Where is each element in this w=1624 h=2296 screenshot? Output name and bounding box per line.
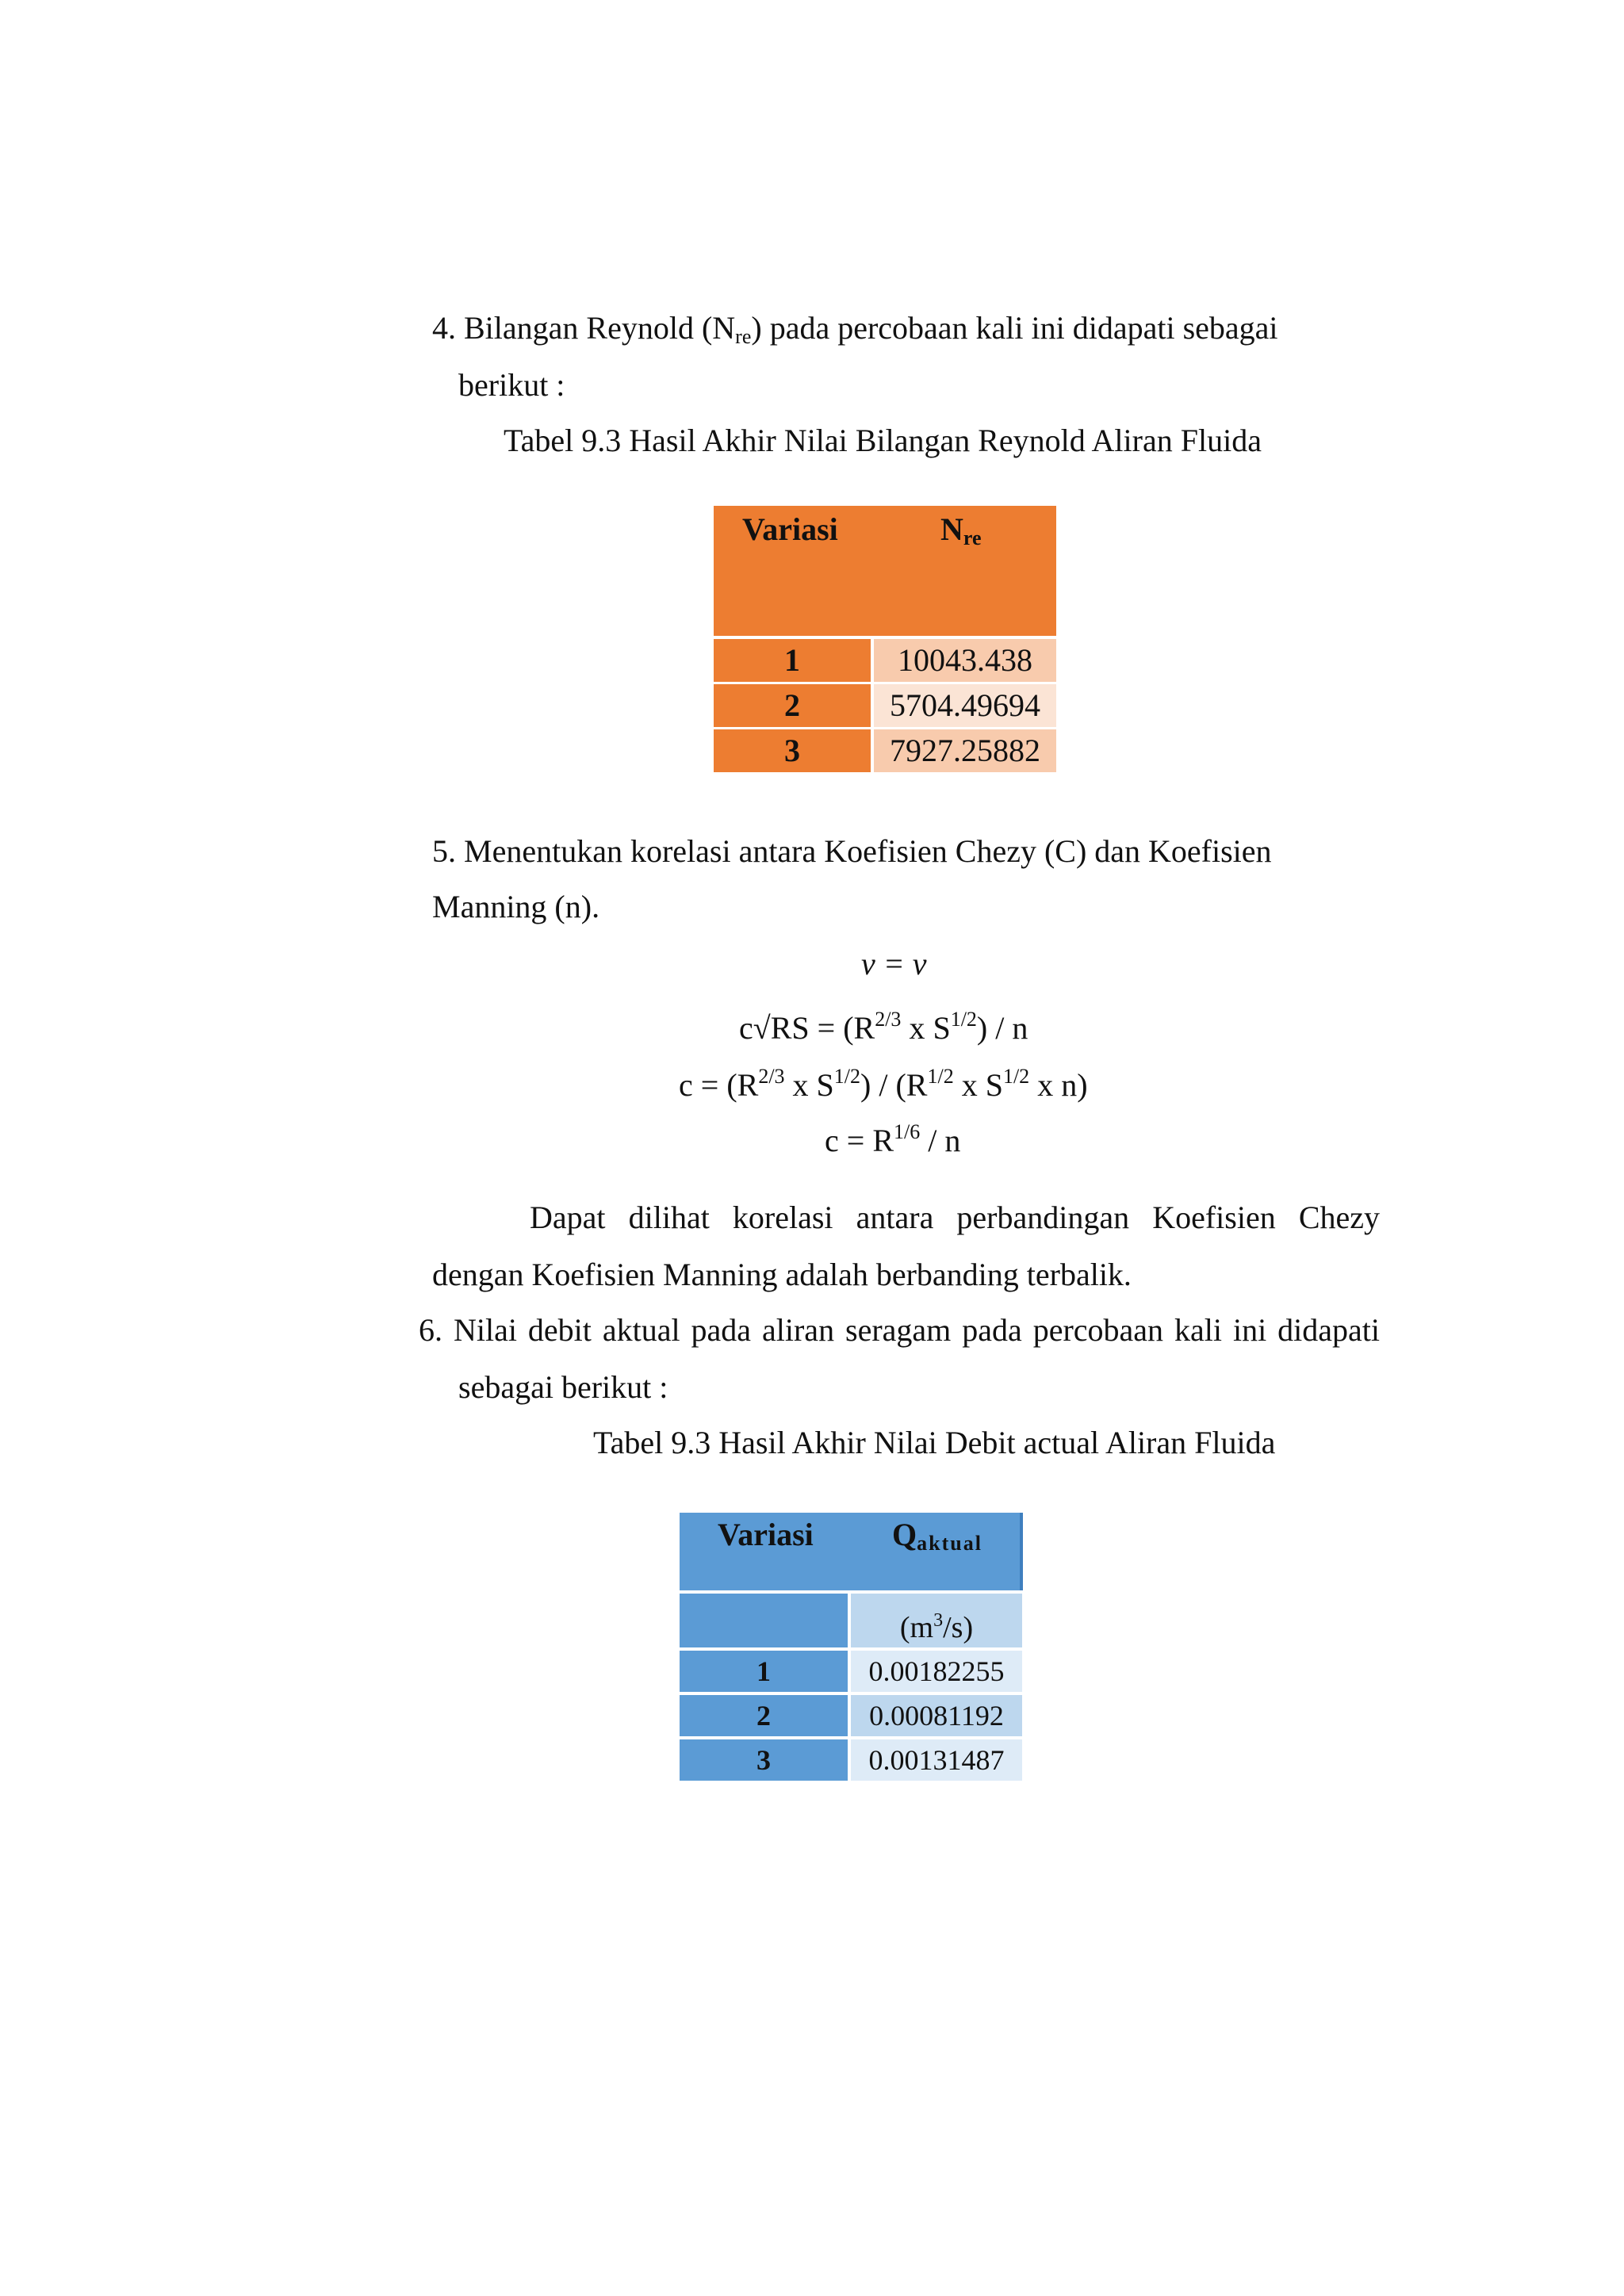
unit-part: /s)	[943, 1611, 974, 1644]
unit-part: (m	[899, 1611, 934, 1644]
table-row	[680, 1695, 1022, 1736]
section4-intro-text-b: ) pada percobaan kali ini didapati sebagai	[751, 310, 1278, 346]
eq3-part: ) / (R	[860, 1067, 928, 1103]
debit-value-cell: 0.00081192	[851, 1695, 1022, 1736]
section4-intro-sub: re	[735, 325, 752, 348]
table-row	[680, 1739, 1022, 1781]
reynold-header-nre	[940, 511, 982, 550]
equation-3	[679, 1058, 1088, 1104]
debit-variasi-cell: 1	[680, 1651, 848, 1692]
reynold-variasi-cell: 3	[714, 729, 871, 772]
debit-header-q-main: Q	[892, 1517, 917, 1552]
table-row	[680, 1594, 1022, 1647]
debit-unit-empty-cell	[680, 1594, 848, 1647]
reynold-value-cell: 10043.438	[874, 639, 1056, 682]
table2-caption: Tabel 9.3 Hasil Akhir Nilai Debit actual Aliran Fluida	[593, 1425, 1276, 1460]
section4-intro-continuation: berikut :	[458, 367, 565, 403]
eq2-part: ) / n	[976, 1010, 1028, 1046]
table-row	[714, 684, 1056, 727]
section6-heading-cont: sebagai berikut :	[458, 1369, 668, 1405]
eq4-part: / n	[920, 1123, 961, 1158]
debit-table-header	[680, 1513, 1022, 1590]
equation-1: v = v	[861, 946, 927, 982]
eq3-part: c = (R	[679, 1067, 759, 1103]
section4-intro	[432, 309, 1278, 356]
equation-2	[739, 1001, 1028, 1047]
debit-unit-cell	[851, 1594, 1022, 1647]
reynold-table	[714, 506, 1056, 772]
eq3-part: x n)	[1029, 1067, 1088, 1103]
eq4-part: c = R	[825, 1123, 894, 1158]
debit-variasi-cell: 3	[680, 1739, 848, 1781]
debit-header-q-sub: aktual	[917, 1532, 982, 1555]
reynold-value-cell: 5704.49694	[874, 684, 1056, 727]
section4-number: 4.	[432, 310, 456, 346]
section4-intro-text-a: Bilangan Reynold (N	[464, 310, 736, 346]
eq3-part: x S	[953, 1067, 1003, 1103]
equation-4	[825, 1113, 960, 1160]
eq2-sup: 1/2	[950, 1008, 977, 1031]
unit-sup: 3	[933, 1610, 944, 1631]
eq3-sup: 1/2	[927, 1065, 954, 1088]
table-row	[714, 729, 1056, 772]
debit-variasi-cell: 2	[680, 1695, 848, 1736]
reynold-header-sub: re	[963, 526, 982, 549]
eq4-sup: 1/6	[894, 1120, 921, 1143]
debit-header-variasi: Variasi	[718, 1517, 814, 1552]
eq3-part: x S	[784, 1067, 834, 1103]
reynold-variasi-cell: 2	[714, 684, 871, 727]
table1-caption: Tabel 9.3 Hasil Akhir Nilai Bilangan Reynold Aliran Fluida	[504, 423, 1262, 458]
reynold-variasi-cell: 1	[714, 639, 871, 682]
section5-heading-cont: Manning (n).	[432, 889, 600, 924]
reynold-header-n: N	[940, 511, 963, 547]
reynold-header-variasi: Variasi	[742, 511, 838, 547]
eq3-sup: 1/2	[1002, 1065, 1030, 1088]
reynold-table-header	[714, 506, 1056, 636]
conclusion-line-2: dengan Koefisien Manning adalah berbanding terbalik.	[432, 1257, 1132, 1292]
table-divider	[1020, 1513, 1023, 1590]
section6-heading: 6. Nilai debit aktual pada aliran seragam pada percobaan kali ini didapati	[419, 1312, 1380, 1348]
table-row	[714, 639, 1056, 682]
reynold-value-cell: 7927.25882	[874, 729, 1056, 772]
eq2-part: x S	[901, 1010, 951, 1046]
eq2-sup: 2/3	[875, 1008, 902, 1031]
table-row	[680, 1651, 1022, 1692]
conclusion-line-1: Dapat dilihat korelasi antara perbandingan Koefisien Chezy	[530, 1200, 1380, 1235]
eq3-sup: 1/2	[833, 1065, 861, 1088]
eq2-part: c√RS = (R	[739, 1010, 875, 1046]
debit-header-q	[892, 1516, 982, 1556]
table-divider	[714, 636, 1056, 638]
eq3-sup: 2/3	[758, 1065, 785, 1088]
debit-value-cell: 0.00182255	[851, 1651, 1022, 1692]
debit-value-cell: 0.00131487	[851, 1739, 1022, 1781]
section5-heading: 5. Menentukan korelasi antara Koefisien Chezy (C) dan Koefisien	[432, 833, 1272, 869]
